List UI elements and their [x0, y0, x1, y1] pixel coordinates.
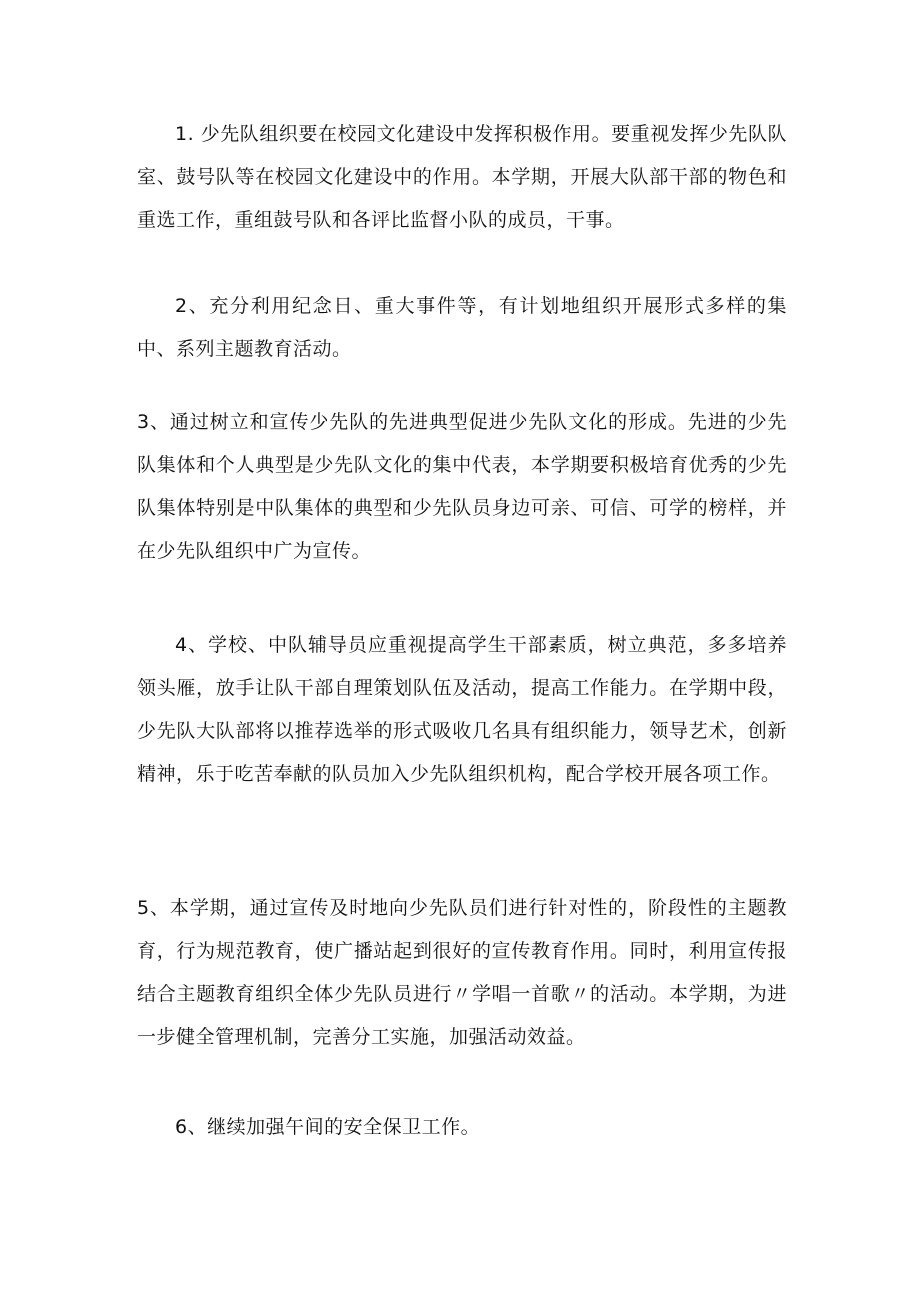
paragraph-1: 1. 少先队组织要在校园文化建设中发挥积极作用。要重视发挥少先队队室、鼓号队等在校园文化建设中的作用。本学期，开展大队部干部的物色和重选工作，重组鼓号队和各评比监督小队的成员，干事。 [137, 123, 787, 231]
paragraph-4: 4、学校、中队辅导员应重视提高学生干部素质，树立典范，多多培养领头雁，放手让队干部自理策划队伍及活动，提高工作能力。在学期中段，少先队大队部将以推荐选举的形式吸收几名具有组织能力，领导艺术，创新精神，乐于吃苦奉献的队员加入少先队组织机构，配合学校开展各项工作。 [137, 634, 787, 785]
paragraph-6: 6、继续加强午间的安全保卫工作。 [175, 1116, 481, 1138]
paragraph-3: 3、通过树立和宣传少先队的先进典型促进少先队文化的形成。先进的少先队集体和个人典型是少先队文化的集中代表，本学期要积极培育优秀的少先队集体特别是中队集体的典型和少先队员身边可亲、可信、可学的榜样，并在少先队组织中广为宣传。 [137, 411, 787, 562]
paragraph-2: 2、充分利用纪念日、重大事件等，有计划地组织开展形式多样的集中、系列主题教育活动。 [137, 295, 787, 360]
paragraph-5: 5、本学期，通过宣传及时地向少先队员们进行针对性的，阶段性的主题教育，行为规范教育，使广播站起到很好的宣传教育作用。同时，利用宣传报结合主题教育组织全体少先队员进行〃学唱一首歌〃的活动。本学期，为进一步健全管理机制，完善分工实施，加强活动效益。 [137, 897, 787, 1048]
